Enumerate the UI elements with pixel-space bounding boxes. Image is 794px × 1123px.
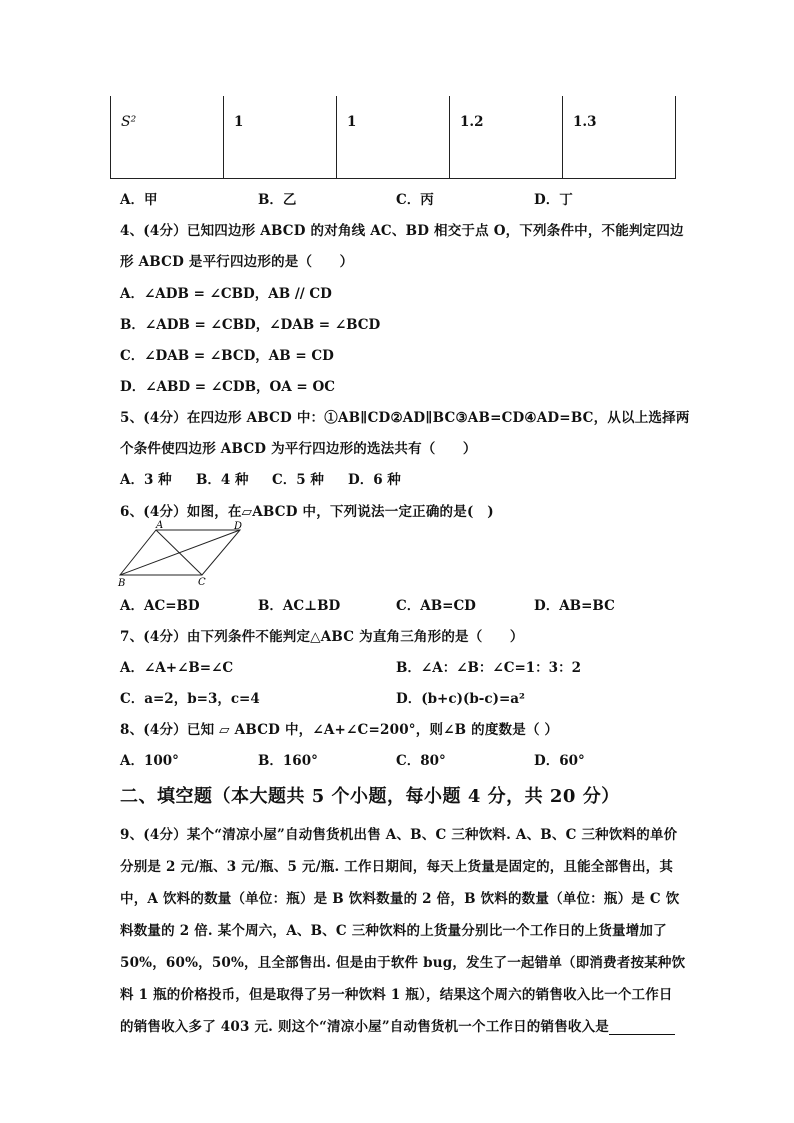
option[interactable]: C．5 种 <box>272 472 324 488</box>
question-8-line-1: 8、(4分）已知 ▱ ABCD 中，∠A+∠C=200°，则∠B 的度数是（ ） <box>120 722 559 738</box>
label-d: D <box>234 521 243 532</box>
question-9-line: 50%，60%，50%，且全部售出. 但是由于软件 bug，发生了一起错单（即消费者按某种饮 <box>120 955 686 971</box>
table-cell: 1 <box>337 96 450 178</box>
section-heading: 二、填空题（本大题共 5 个小题，每小题 4 分，共 20 分） <box>120 786 620 807</box>
option[interactable]: B．乙 <box>258 192 297 208</box>
table-cell: 1.3 <box>563 96 676 178</box>
question-9-line: 分别是 2 元/瓶、3 元/瓶、5 元/瓶. 工作日期间，每天上货量是固定的，且能全部售出，其 <box>120 859 674 875</box>
option[interactable]: C．∠DAB = ∠BCD，AB = CD <box>120 348 334 364</box>
option[interactable]: C．丙 <box>396 192 434 208</box>
question-9-line: 料 1 瓶的价格投币，但是取得了另一种饮料 1 瓶），结果这个周六的销售收入比一个工作日 <box>120 987 673 1003</box>
option[interactable]: D．AB=BC <box>534 598 615 614</box>
answer-blank[interactable] <box>609 1020 675 1035</box>
variance-table <box>110 96 676 179</box>
label-c: C <box>198 577 206 588</box>
option[interactable]: B．4 种 <box>196 472 249 488</box>
parallelogram-figure <box>116 520 248 588</box>
option[interactable]: A．∠ADB = ∠CBD，AB // CD <box>120 286 332 302</box>
table-cell: S² <box>111 96 224 178</box>
label-a: A <box>156 520 164 531</box>
option[interactable]: D．丁 <box>534 192 573 208</box>
option[interactable]: C．80° <box>396 753 446 769</box>
table-cell: 1.2 <box>450 96 563 178</box>
question-9-line-last <box>120 1015 675 1035</box>
question-5-line-2: 个条件使四边形 ABCD 为平行四边形的选法共有（ ） <box>120 441 477 457</box>
option[interactable]: A．3 种 <box>120 472 172 488</box>
question-9-line: 9、(4分）某个“清凉小屋”自动售货机出售 A、B、C 三种饮料. A、B、C 三种饮料的单价 <box>120 827 678 843</box>
option[interactable]: B．∠ADB = ∠CBD，∠DAB = ∠BCD <box>120 317 381 333</box>
option[interactable]: C．AB=CD <box>396 598 476 614</box>
table-cell: 1 <box>224 96 337 178</box>
question-9-text: 的销售收入多了 403 元. 则这个“清凉小屋”自动售货机一个工作日的销售收入是 <box>120 1019 610 1035</box>
option[interactable]: A．AC=BD <box>120 598 200 614</box>
option[interactable]: D．6 种 <box>348 472 401 488</box>
option[interactable]: A．100° <box>120 753 179 769</box>
option[interactable]: A．甲 <box>120 192 158 208</box>
question-6-line-1: 6、(4分）如图，在▱ABCD 中，下列说法一定正确的是( ) <box>120 504 494 520</box>
question-9-line: 料数量的 2 倍. 某个周六，A、B、C 三种饮料的上货量分别比一个工作日的上货量增加了 <box>120 923 667 939</box>
option[interactable]: D．∠ABD = ∠CDB，OA = OC <box>120 379 335 395</box>
option[interactable]: D．(b+c)(b-c)=a² <box>396 691 525 707</box>
question-7-line-1: 7、(4分）由下列条件不能判定△ABC 为直角三角形的是（ ） <box>120 629 524 645</box>
option[interactable]: B．∠A：∠B：∠C=1：3：2 <box>396 660 581 676</box>
option[interactable]: B．AC⊥BD <box>258 598 341 614</box>
table-row <box>111 96 676 178</box>
option[interactable]: A．∠A+∠B=∠C <box>120 660 234 676</box>
option[interactable]: B．160° <box>258 753 318 769</box>
question-5-line-1: 5、(4分）在四边形 ABCD 中：①AB∥CD②AD∥BC③AB=CD④AD=BC，从以上选择两 <box>120 410 690 426</box>
question-4-line-2: 形 ABCD 是平行四边形的是（ ） <box>120 254 354 270</box>
question-4-line-1: 4、(4分）已知四边形 ABCD 的对角线 AC、BD 相交于点 O，下列条件中，不能判定四边 <box>120 223 684 239</box>
option[interactable]: D．60° <box>534 753 585 769</box>
option[interactable]: C．a=2，b=3，c=4 <box>120 691 260 707</box>
label-b: B <box>118 578 126 588</box>
question-9-line: 中，A 饮料的数量（单位：瓶）是 B 饮料数量的 2 倍，B 饮料的数量（单位：瓶）是 C 饮 <box>120 891 680 907</box>
